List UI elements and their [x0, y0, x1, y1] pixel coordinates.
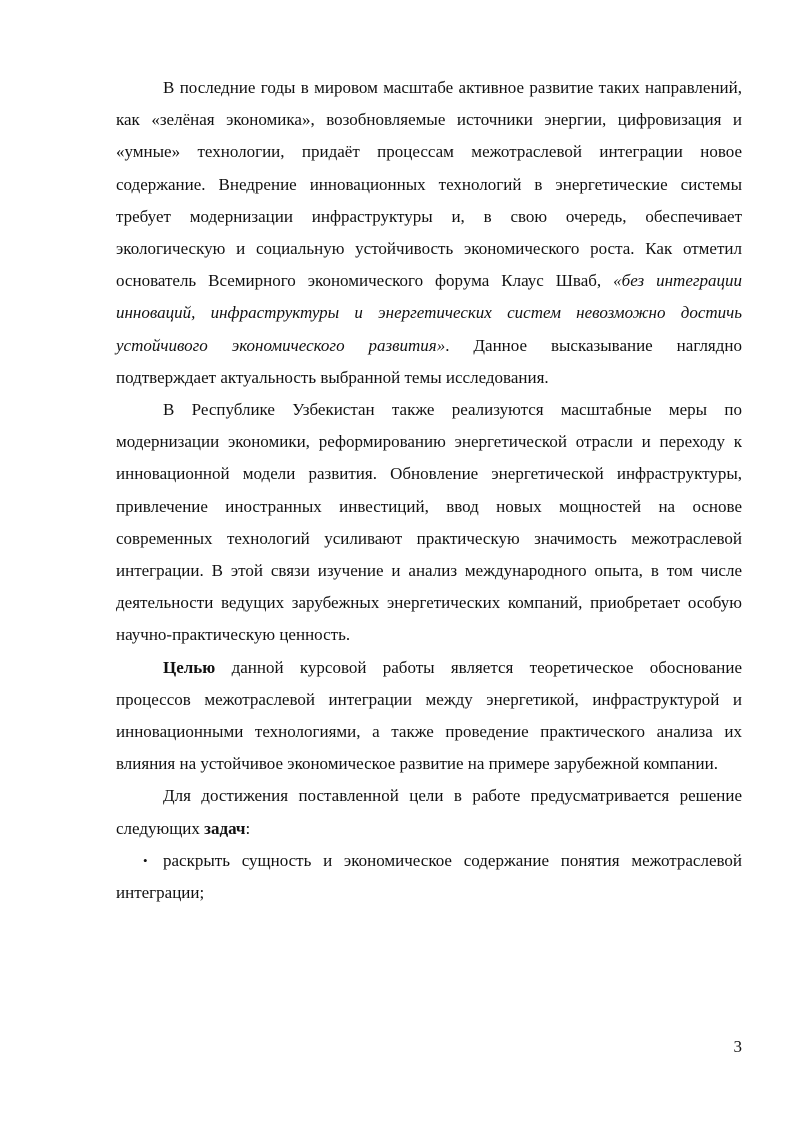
page-number: 3	[733, 1037, 742, 1056]
paragraph-goal-text: данной курсовой работы является теоретическое обоснование процессов межотраслевой интеграции между энергетикой, инфраструктурой и инновационными технологиями, а также проведение практического анализа их влияния на устойчивое экономическое развитие на примере зарубежной компании.	[116, 657, 742, 774]
tasks-keyword: задач	[204, 818, 246, 838]
document-body	[116, 72, 742, 909]
paragraph-relevance-ending: . Данное высказывание наглядно подтверждает актуальность выбранной темы исследования.	[116, 335, 742, 387]
tasks-colon: :	[245, 818, 251, 838]
paragraph-tasks-intro-text: Для достижения поставленной цели в работе предусматривается решение следующих	[116, 786, 742, 838]
goal-keyword: Целью	[163, 657, 216, 677]
paragraph-uzbekistan-text: В Республике Узбекистан также реализуются масштабные меры по модернизации экономики, реформированию энергетической отрасли и переходу к инновационной модели развития. Обновление энергетической инфраструктуры, привлечение иностранных инвестиций, ввод новых мощностей на основе современных технологий усиливают практическую значимость межотраслевой интеграции. В этой связи изучение и анализ международного опыта, в том числе деятельности ведущих зарубежных энергетических компаний, приобретает особую научно-практическую ценность.	[116, 400, 742, 645]
list-item-text: раскрыть сущность и экономическое содержание понятия межотраслевой интеграции;	[116, 850, 742, 903]
schwab-quote: «без интеграции инноваций, инфраструктуры и энергетических систем невозможно достичь устойчивого экономического развития»	[116, 271, 742, 355]
paragraph-uzbekistan	[116, 394, 742, 652]
paragraph-relevance-text: В последние годы в мировом масштабе активное развитие таких направлений, как «зелёная экономика», возобновляемые источники энергии, цифровизация и «умные» технологии, придаёт процессам межотраслевой интеграции новое содержание. Внедрение инновационных технологий в энергетические системы требует модернизации инфраструктуры и, в свою очередь, обеспечивает экологическую и социальную устойчивость экономического роста. Как отметил основатель Всемирного экономического форума Клаус Шваб,	[116, 78, 742, 291]
paragraph-tasks-intro	[116, 780, 742, 844]
tasks-list	[116, 845, 742, 909]
list-item	[116, 845, 742, 909]
paragraph-goal	[116, 652, 742, 781]
bullet-icon: •	[143, 852, 148, 868]
paragraph-relevance	[116, 72, 742, 394]
